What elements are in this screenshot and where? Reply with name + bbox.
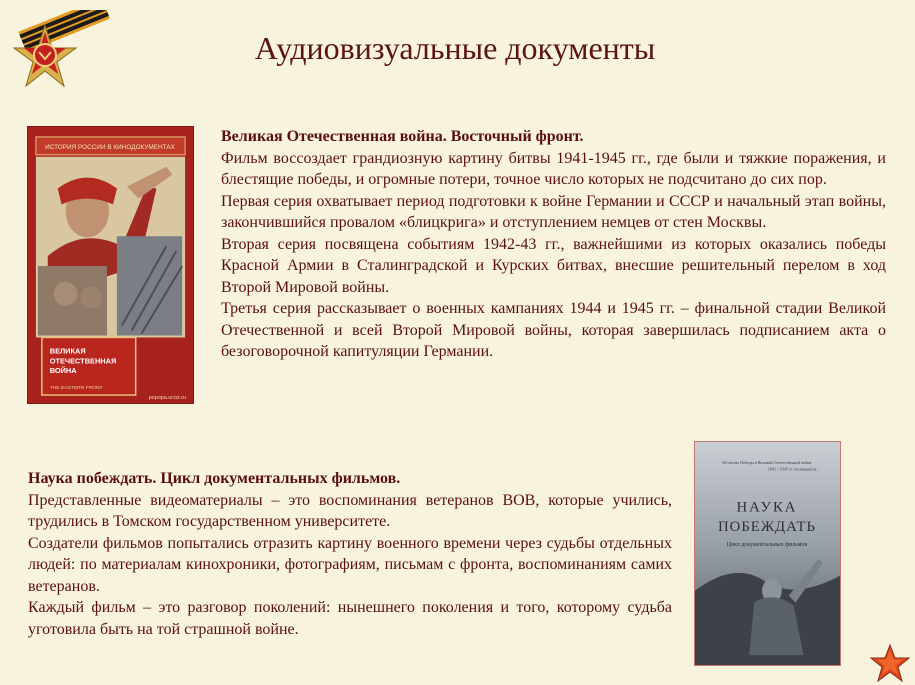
film-description-eastern-front: [221, 126, 886, 363]
film-description-science-of-winning: [28, 468, 672, 640]
slide-title: Аудиовизуальные документы: [254, 30, 656, 66]
film-poster-eastern-front: [27, 126, 194, 404]
film-paragraph: Фильм воссоздает грандиозную картину битвы 1941-1945 гг., где были и тяжкие поражения, и блестящие победы, и огромные потери, точное число которых не подсчитано до сих пор.: [221, 149, 886, 188]
order-emblem-icon: [0, 10, 120, 100]
film-heading: Великая Отечественная война. Восточный фронт.: [221, 128, 584, 145]
film-paragraph: Первая серия охватывает период подготовки к войне Германии и СССР и начальный этап войны, закончившийся провалом «блицкрига» и отступлением немцев от стен Москвы.: [221, 192, 886, 231]
film-poster-science-of-winning: [694, 441, 841, 666]
poster-caption-line-2: ОТЕЧЕСТВЕННАЯ: [49, 356, 117, 366]
film-heading: Наука побеждать. Цикл документальных фильмов.: [28, 470, 401, 487]
film-paragraph: Каждый фильм – это разговор поколений: нынешнего поколения и того, которому судьба уготовила быть на той страшной войне.: [28, 599, 672, 638]
film-paragraph: Создатели фильмов попытались отразить картину военного времени через судьбы отдельных людей: по материалам кинохроники, фотографиям, письмам с фронта, воспоминаниям самих ветеранов.: [28, 534, 672, 595]
poster-title-line-1: НАУКА: [736, 499, 798, 516]
poster-title-line-2: ПОБЕЖДАТЬ: [717, 519, 817, 536]
navigation-star-icon[interactable]: [870, 644, 910, 682]
poster-subtitle: THE EASTERN FRONT: [49, 386, 103, 392]
film-paragraph: Представленные видеоматериалы – это воспоминания ветеранов ВОВ, которые учились, трудились в Томском государственном университете.: [28, 491, 672, 530]
poster-caption-line-1: ВЕЛИКАЯ: [49, 346, 86, 356]
poster-banner-text: ИСТОРИЯ РОССИИ В КИНОДОКУМЕНТАХ: [45, 143, 175, 151]
film-paragraph: Вторая серия посвящена событиям 1942-43 гг., важнейшими из которых оказались победы Красной Армии в Сталинградской и Курских битвах, внесшие решительный перелом в ход Второй Мировой войны.: [221, 235, 886, 296]
poster-caption-line-3: ВОЙНА: [49, 366, 77, 376]
poster-subtitle: Цикл документальных фильмов: [726, 542, 808, 549]
poster-dedication-line-2: 1941 - 1945 гг. посвящается...: [767, 466, 820, 472]
poster-site-label: popopa.ucoz.ru: [148, 395, 187, 402]
poster-dedication-line-1: 60-летию Победы в Великой Отечественной войне: [722, 459, 812, 465]
film-paragraph: Третья серия рассказывает о военных кампаниях 1944 и 1945 гг. – финальной стадии Великой Отечественной и всей Второй Мировой войны, которая завершилась подписанием акта о безоговорочной капитуляции Германии.: [221, 300, 886, 360]
